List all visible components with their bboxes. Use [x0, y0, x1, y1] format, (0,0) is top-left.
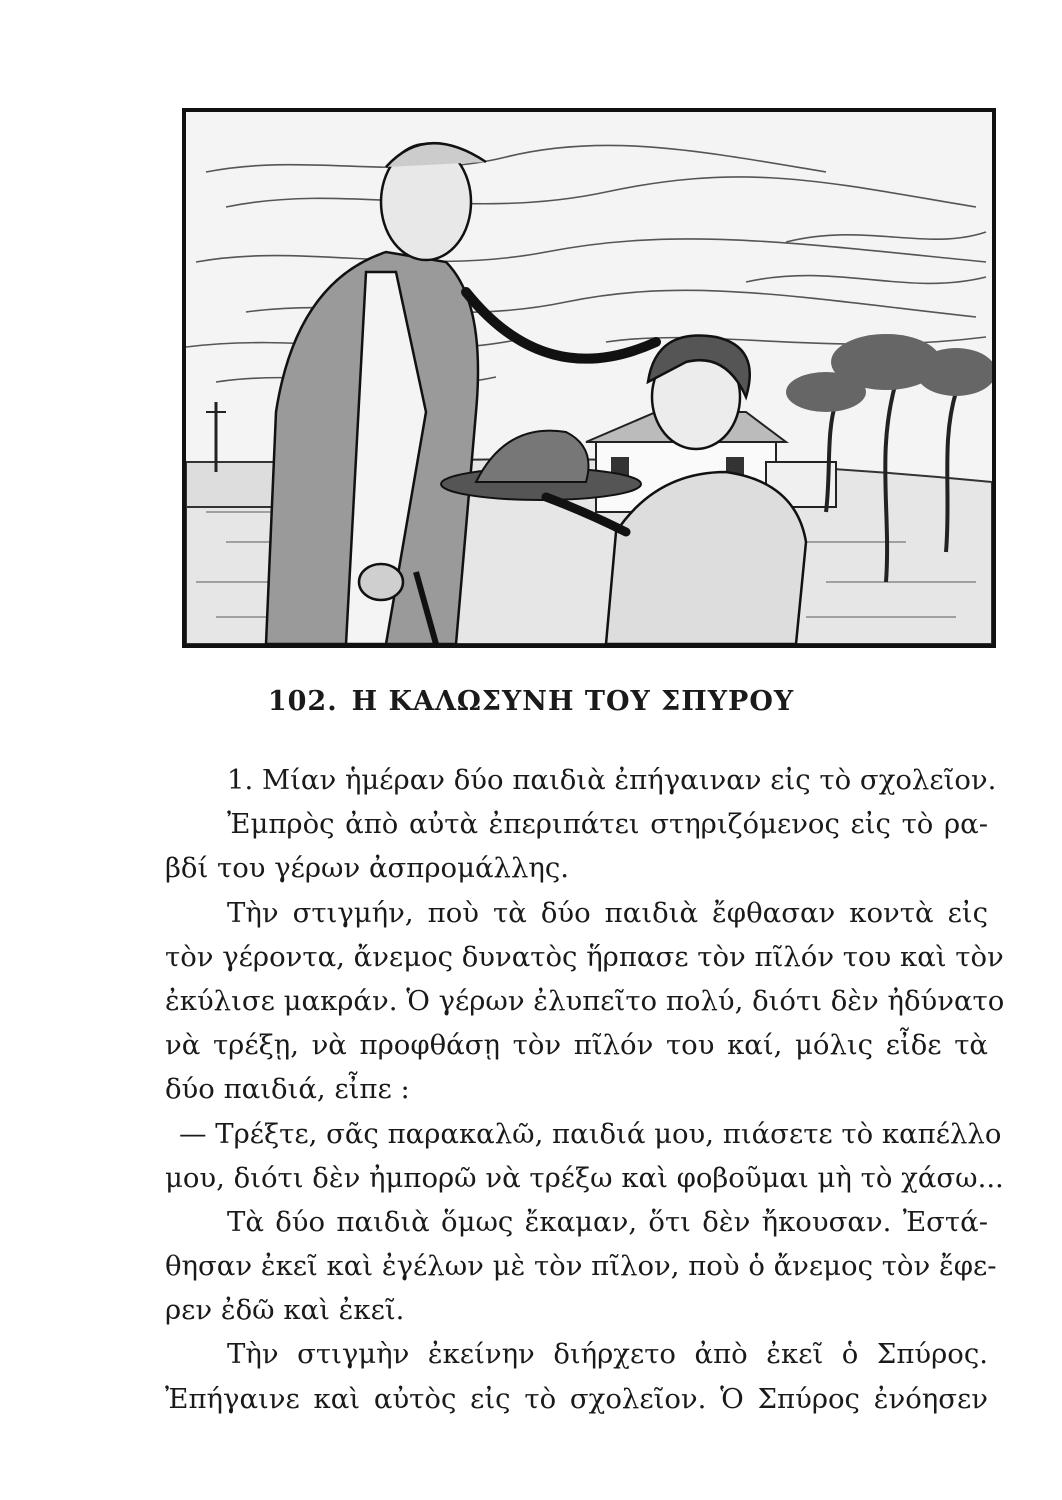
text-line-2: Ἐμπρὸς ἀπὸ αὐτὰ ἐπεριπάτει στηριζόμενος εἰς τὸ ρα- [227, 808, 988, 841]
text-line-15: Ἐπήγαινε καὶ αὐτὸς εἰς τὸ σχολεῖον. Ὁ Σπύρος ἐνόησεν [165, 1382, 988, 1415]
text-line-8: δύο παιδιά, εἶπε : [165, 1073, 410, 1106]
text-line-6: ἐκύλισε μακράν. Ὁ γέρων ἐλυπεῖτο πολύ, διότι δὲν ἠδύνατο [165, 984, 1005, 1017]
old-man-and-boy-illustration-icon [186, 112, 992, 644]
text-line-9: — Τρέξτε, σᾶς παρακαλῶ, παιδιά μου, πιάσετε τὸ καπέλλο [179, 1117, 1002, 1150]
page-title [0, 686, 1062, 717]
text-line-10: μου, διότι δὲν ἠμπορῶ νὰ τρέξω καὶ φοβοῦμαι μὴ τὸ χάσω... [165, 1161, 1004, 1194]
text-line-3: βδί του γέρων ἀσπρομάλλης. [165, 852, 570, 885]
text-line-13: ρεν ἐδῶ καὶ ἐκεῖ. [165, 1294, 405, 1327]
body-text [165, 758, 1005, 1421]
text-line-1: 1. Μίαν ἡμέραν δύο παιδιὰ ἐπήγαιναν εἰς τὸ σχολεῖον. [227, 764, 997, 796]
chapter-number: 102. [267, 686, 338, 717]
text-line-5: τὸν γέροντα, ἄνεμος δυνατὸς ἥρπασε τὸν πῖλόν του καὶ τὸν [165, 940, 1004, 973]
text-line-7: νὰ τρέξῃ, νὰ προφθάσῃ τὸν πῖλόν του καί, μόλις εἶδε τὰ [165, 1029, 988, 1062]
chapter-heading: Η ΚΑΛΩΣΥΝΗ ΤΟΥ ΣΠΥΡΟΥ [351, 686, 795, 717]
text-line-11: Τὰ δύο παιδιὰ ὅμως ἔκαμαν, ὅτι δὲν ἤκουσαν. Ἐστά- [227, 1205, 988, 1238]
text-line-12: θησαν ἐκεῖ καὶ ἐγέλων μὲ τὸν πῖλον, ποὺ ὁ ἄνεμος τὸν ἔφε- [165, 1250, 997, 1283]
illustration [182, 108, 996, 648]
text-line-14: Τὴν στιγμὴν ἐκείνην διήρχετο ἀπὸ ἐκεῖ ὁ Σπύρος. [227, 1338, 988, 1371]
text-line-4: Τὴν στιγμήν, ποὺ τὰ δύο παιδιὰ ἔφθασαν κοντὰ εἰς [227, 896, 988, 929]
